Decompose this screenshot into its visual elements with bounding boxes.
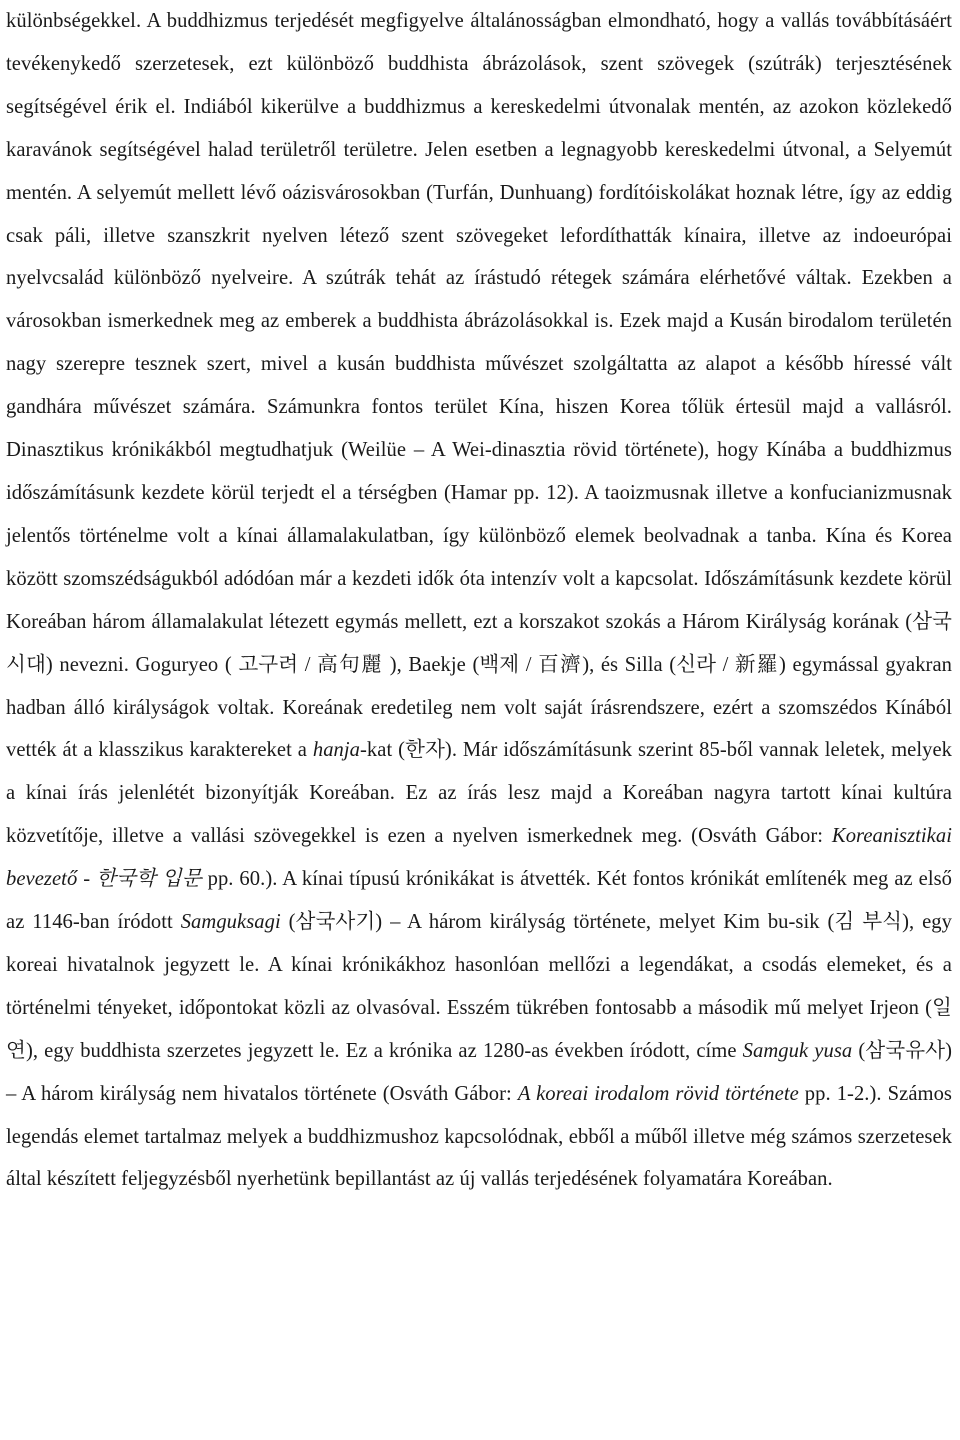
text-run: pp. 60.). A kínai típusú krónikákat is átvették. Két fontos krónikát említenék meg az első az 1146-ban íródott bbox=[6, 868, 952, 934]
italic-term-hanja: hanja bbox=[312, 739, 361, 762]
text-run: (삼국유사) – A három királyság nem hivatalos története (Osváth Gábor: bbox=[6, 1039, 952, 1105]
text-run: (삼국사기) – A három királyság története, melyet Kim bu-sik (김 부식), egy koreai hivatalnok jegyzett le. A kínai krónikákhoz hasonlóan mellőzi a legendákat, a csodás elemeket, és a történelmi tényeket, időpontokat közli az olvasóval. Esszém tükrében fontosabb a második mű melyet Irjeon (일연), egy buddhista szerzetes jegyzett le. Ez a krónika az 1280-as években íródott, címe bbox=[6, 911, 952, 1062]
body-paragraph bbox=[6, 0, 952, 1201]
text-run: pp. 1-2.). Számos legendás elemet tartalmaz melyek a buddhizmushoz kapcsolódnak, ebből a műből illetve még számos szerzetesek által készített feljegyzésből nyerhetünk bepillantást az új vallás terjedésének folyamatára Koreában. bbox=[6, 1082, 952, 1191]
italic-citation-title: Koreanisztikai bevezető - 한국학 입문 bbox=[6, 825, 952, 891]
italic-chronicle-samguk-yusa: Samguk yusa bbox=[742, 1039, 853, 1062]
text-run: -kat (한자). Már időszámításunk szerint 85-ből vannak leletek, melyek a kínai írás jelenlétét bizonyítják Koreában. Ez az írás lesz majd a Koreában nagyra tartott kínai kultúra közvetítője, illetve a vallási szövegekkel is ezen a nyelven ismerkednek meg. (Osváth Gábor: bbox=[6, 739, 952, 848]
italic-citation-title: A koreai irodalom rövid története bbox=[517, 1082, 799, 1105]
italic-chronicle-samguksagi: Samguksagi bbox=[180, 911, 281, 934]
text-run: különbségekkel. A buddhizmus terjedését megfigyelve általánosságban elmondható, hogy a vallás továbbításáért tevékenykedő szerzetesek, ezt különböző buddhista ábrázolások, szent szövegek (szútrák) terjesztésének segítségével érik el. Indiából kikerülve a buddhizmus a kereskedelmi útvonalak mentén, az azokon közlekedő karavánok segítségével halad területről területre. Jelen esetben a legnagyobb kereskedelmi útvonal, a Selyemút mentén. A selyemút mellett lévő oázisvárosokban (Turfán, Dunhuang) fordítóiskolákat hoznak létre, így az eddig csak páli, illetve szanszkrit nyelven létező szent szövegeket lefordíthatták kínaira, illetve az indoeurópai nyelvcsalád különböző nyelveire. A szútrák tehát az írástudó rétegek számára elérhetővé váltak. Ezekben a városokban ismerkednek meg az emberek a buddhista ábrázolásokkal is. Ezek majd a Kusán birodalom területén nagy szerepre tesznek szert, mivel a kusán buddhista művészet szolgáltatta az alapot a később híressé vált gandhára művészet számára. Számunkra fontos terület Kína, hiszen Korea tőlük értesül majd a vallásról. Dinasztikus krónikákból megtudhatjuk (Weilüe – A Wei-dinasztia rövid története), hogy Kínába a buddhizmus időszámításunk kezdete körül terjedt el a térségben (Hamar pp. 12). A taoizmusnak illetve a konfucianizmusnak jelentős történelme volt a kínai államalakulatban, így különböző elemek beolvadnak a tanba. Kína és Korea között szomszédságukból adódóan már a kezdeti idők óta intenzív volt a kapcsolat. Időszámításunk kezdete körül Koreában három államalakulat létezett egymás mellett, ezt a korszakot szokás a Három Királyság korának (삼국시대) nevezni. Goguryeo ( 고구려 / 高句麗 ), Baekje (백제 / 百濟), és Silla (신라 / 新羅) egymással gyakran hadban álló királyságok voltak. Koreának eredetileg nem volt saját írásrendszere, ezért a szomszédos Kínából vették át a klasszikus karaktereket a bbox=[6, 10, 952, 762]
